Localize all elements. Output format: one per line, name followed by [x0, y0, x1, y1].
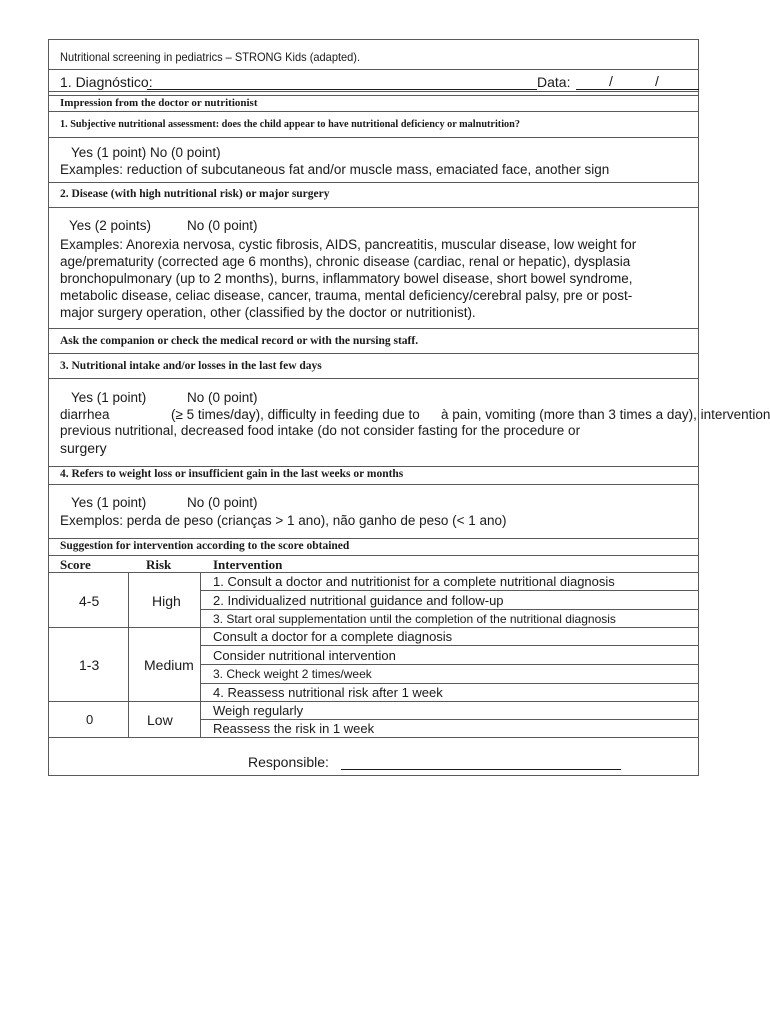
divider — [200, 609, 698, 610]
score-high: 4-5 — [79, 593, 100, 609]
divider — [200, 719, 698, 720]
date-separator: / — [655, 73, 659, 89]
divider — [49, 137, 698, 138]
column-divider — [128, 572, 129, 737]
divider — [49, 91, 698, 92]
divider — [49, 555, 698, 556]
risk-high: High — [152, 593, 181, 609]
divider — [49, 466, 698, 467]
table-header-score: Score — [60, 557, 91, 572]
question-1-title: 1. Subjective nutritional assessment: does the child appear to have nutritional deficiency or malnutrition? — [60, 118, 520, 130]
intervention-high-1: 1. Consult a doctor and nutritionist for a complete nutritional diagnosis — [213, 574, 615, 589]
question-3-text-b: (≥ 5 times/day), difficulty in feeding due to — [171, 407, 420, 422]
examples-line: major surgery operation, other (classified by the doctor or nutritionist). — [60, 305, 476, 320]
score-medium: 1-3 — [79, 657, 100, 673]
intervention-high-2: 2. Individualized nutritional guidance and follow-up — [213, 593, 504, 608]
question-3-text-line3: surgery — [60, 440, 107, 456]
intervention-low-2: Reassess the risk in 1 week — [213, 721, 375, 736]
examples-line: metabolic disease, celiac disease, cancer, trauma, mental deficiency/cerebral palsy, pre or post- — [60, 288, 633, 303]
divider — [49, 207, 698, 208]
risk-medium: Medium — [144, 657, 194, 673]
score-low: 0 — [86, 712, 94, 727]
divider — [200, 683, 698, 684]
diagnosis-label: 1. Diagnóstico: — [60, 74, 153, 90]
question-3-yes[interactable]: Yes (1 point) — [71, 390, 147, 405]
intervention-medium-1: Consult a doctor for a complete diagnosis — [213, 629, 453, 644]
divider — [49, 111, 698, 112]
divider — [200, 590, 698, 591]
question-2-examples — [60, 236, 636, 321]
examples-line: Examples: Anorexia nervosa, cystic fibrosis, AIDS, pancreatitis, muscular disease, low weight for — [60, 237, 637, 252]
section-header-impression: Impression from the doctor or nutritionist — [60, 97, 258, 109]
question-2-no[interactable]: No (0 point) — [187, 218, 258, 233]
question-3-title: 3. Nutritional intake and/or losses in the last few days — [60, 360, 322, 372]
date-field[interactable] — [576, 89, 699, 90]
intervention-medium-2: Consider nutritional intervention — [213, 648, 396, 663]
section-header-companion: Ask the companion or check the medical record or with the nursing staff. — [60, 335, 419, 347]
question-3-no[interactable]: No (0 point) — [187, 390, 258, 405]
table-header-intervention: Intervention — [213, 557, 283, 572]
divider — [49, 701, 698, 702]
question-1-examples: Examples: reduction of subcutaneous fat and/or muscle mass, emaciated face, another sign — [60, 162, 610, 177]
question-3-text-a: diarrhea — [60, 407, 110, 422]
responsible-label: Responsible: — [248, 754, 329, 770]
date-label: Data: — [537, 74, 571, 90]
divider — [49, 572, 698, 573]
examples-line: age/prematurity (corrected age 6 months), chronic disease (cardiac, renal or hepatic), dysplasia — [60, 254, 631, 269]
question-1-options[interactable]: Yes (1 point) No (0 point) — [71, 145, 221, 160]
screening-form — [48, 39, 770, 776]
divider — [49, 69, 698, 70]
question-4-title: 4. Refers to weight loss or insufficient gain in the last weeks or months — [60, 468, 404, 480]
divider — [49, 95, 698, 96]
table-header-risk: Risk — [146, 557, 172, 572]
divider — [49, 328, 698, 329]
question-2-title: 2. Disease (with high nutritional risk) or major surgery — [60, 188, 330, 200]
divider — [49, 353, 698, 354]
diagnosis-field[interactable] — [147, 89, 537, 90]
divider — [49, 627, 698, 628]
divider — [49, 737, 698, 738]
question-3-text-c: à pain, vomiting (more than 3 times a day), intervention — [441, 407, 770, 422]
section-header-suggestion: Suggestion for intervention according to the score obtained — [60, 540, 350, 552]
question-4-no[interactable]: No (0 point) — [187, 495, 258, 510]
divider — [49, 538, 698, 539]
question-4-yes[interactable]: Yes (1 point) — [71, 495, 147, 510]
divider — [49, 182, 698, 183]
question-2-yes[interactable]: Yes (2 points) — [69, 218, 152, 233]
date-separator: / — [609, 73, 613, 89]
question-4-examples: Exemplos: perda de peso (crianças > 1 ano), não ganho de peso (< 1 ano) — [60, 513, 507, 528]
column-divider — [200, 572, 201, 737]
risk-low: Low — [147, 712, 173, 728]
divider — [200, 664, 698, 665]
form-title: Nutritional screening in pediatrics – STRONG Kids (adapted). — [60, 50, 361, 64]
responsible-field[interactable] — [341, 769, 621, 770]
divider — [49, 378, 698, 379]
divider — [49, 484, 698, 485]
examples-line: bronchopulmonary (up to 2 months), burns, inflammatory bowel disease, short bowel syndrome, — [60, 271, 633, 286]
question-3-text-line2: previous nutritional, decreased food intake (do not consider fasting for the procedure or — [60, 423, 581, 438]
intervention-low-1: Weigh regularly — [213, 703, 304, 718]
intervention-high-3: 3. Start oral supplementation until the completion of the nutritional diagnosis — [213, 612, 616, 626]
intervention-medium-4: 4. Reassess nutritional risk after 1 week — [213, 685, 443, 700]
divider — [200, 645, 698, 646]
intervention-medium-3: 3. Check weight 2 times/week — [213, 667, 372, 681]
